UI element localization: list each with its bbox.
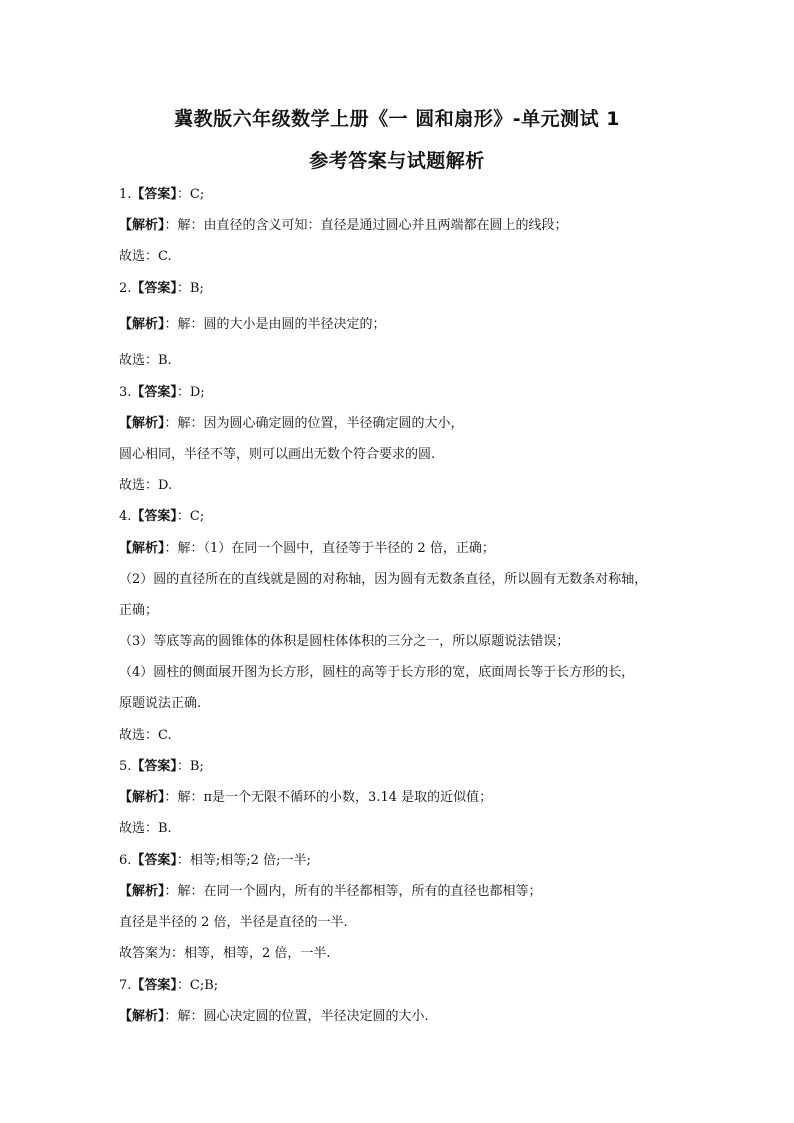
answer-line bbox=[119, 977, 218, 995]
text-line bbox=[119, 633, 569, 651]
question-number: 5. bbox=[119, 759, 132, 774]
question-number: 1. bbox=[119, 187, 132, 202]
line-text: ：解：（1）在同一个圆中，直径等于半径的 2 倍，正确； bbox=[164, 541, 495, 556]
line-text: （3）等底等高的圆锥体的体积是圆柱体体积的三分之一，所以原题说法错误； bbox=[119, 634, 570, 649]
answer-tag: 【答案】 bbox=[131, 281, 177, 296]
line-text: ：解：因为圆心确定圆的位置，半径确定圆的大小， bbox=[164, 416, 464, 431]
text-line bbox=[119, 248, 172, 266]
line-text: 故选：B. bbox=[119, 353, 172, 368]
line-text: 原题说法正确. bbox=[119, 696, 202, 711]
line-text: 圆心相同，半径不等，则可以画出无数个符合要求的圆. bbox=[119, 447, 436, 462]
text-line bbox=[119, 695, 201, 713]
text-line bbox=[119, 727, 172, 745]
line-text: 故答案为：相等，相等，2 倍，一半. bbox=[119, 946, 331, 961]
answer-line bbox=[119, 852, 311, 870]
question-number: 2. bbox=[119, 281, 132, 296]
question-number: 6. bbox=[119, 853, 132, 868]
analysis-tag: 【解析】 bbox=[119, 884, 165, 899]
analysis-line bbox=[119, 217, 568, 235]
answer-tag: 【答案】 bbox=[131, 187, 177, 202]
answer-line bbox=[119, 758, 204, 776]
line-text: 正确； bbox=[119, 603, 159, 618]
line-text: ：解：圆的大小是由圆的半径决定的； bbox=[164, 317, 386, 332]
line-text: 故选：C. bbox=[119, 249, 172, 264]
text-line bbox=[119, 352, 172, 370]
text-line bbox=[119, 945, 331, 963]
answer-tag: 【答案】 bbox=[131, 509, 177, 524]
analysis-tag: 【解析】 bbox=[119, 790, 165, 805]
answer-line bbox=[119, 280, 204, 298]
document-subtitle: 参考答案与试题解析 bbox=[309, 150, 485, 172]
line-text: 故选：D. bbox=[119, 478, 173, 493]
line-text: ：B; bbox=[176, 759, 204, 774]
line-text: 直径是半径的 2 倍，半径是直径的一半. bbox=[119, 915, 348, 930]
analysis-tag: 【解析】 bbox=[119, 317, 165, 332]
analysis-line bbox=[119, 316, 386, 334]
text-line bbox=[119, 477, 172, 495]
line-text: ：B; bbox=[176, 281, 204, 296]
answer-tag: 【答案】 bbox=[131, 853, 177, 868]
line-text: （2）圆的直径所在的直线就是圆的对称轴，因为圆有无数条直径，所以圆有无数条对称轴， bbox=[119, 572, 648, 587]
text-line bbox=[119, 446, 435, 464]
analysis-tag: 【解析】 bbox=[119, 541, 165, 556]
line-text: ：D; bbox=[176, 385, 205, 400]
document-title: 冀教版六年级数学上册《一 圆和扇形》-单元测试 1 bbox=[174, 108, 620, 130]
answer-line bbox=[119, 384, 205, 402]
line-text: ：解：π是一个无限不循环的小数，3.14 是取的近似值； bbox=[164, 790, 493, 805]
text-line bbox=[119, 914, 348, 932]
answer-tag: 【答案】 bbox=[131, 385, 177, 400]
text-line bbox=[119, 602, 158, 620]
line-text: ：解：圆心决定圆的位置，半径决定圆的大小. bbox=[164, 1009, 429, 1024]
analysis-line bbox=[119, 540, 495, 558]
line-text: ：相等;相等;2 倍;一半; bbox=[176, 853, 311, 868]
answer-line bbox=[119, 508, 204, 526]
text-line bbox=[119, 664, 634, 682]
question-number: 7. bbox=[119, 978, 132, 993]
analysis-line bbox=[119, 883, 542, 901]
analysis-tag: 【解析】 bbox=[119, 416, 165, 431]
analysis-tag: 【解析】 bbox=[119, 1009, 165, 1024]
analysis-line bbox=[119, 415, 464, 433]
question-number: 3. bbox=[119, 385, 132, 400]
line-text: 故选：B. bbox=[119, 821, 172, 836]
line-text: ：C; bbox=[176, 187, 205, 202]
line-text: ：C;B; bbox=[176, 978, 219, 993]
answer-tag: 【答案】 bbox=[131, 759, 177, 774]
line-text: ：解：在同一个圆内，所有的半径都相等，所有的直径也都相等； bbox=[164, 884, 542, 899]
question-number: 4. bbox=[119, 509, 132, 524]
answer-line bbox=[119, 186, 204, 204]
line-text: （4）圆柱的侧面展开图为长方形，圆柱的高等于长方形的宽，底面周长等于长方形的长， bbox=[119, 665, 635, 680]
answer-tag: 【答案】 bbox=[131, 978, 177, 993]
line-text: ：C; bbox=[176, 509, 205, 524]
line-text: ：解：由直径的含义可知：直径是通过圆心并且两端都在圆上的线段； bbox=[164, 218, 568, 233]
analysis-line bbox=[119, 1008, 429, 1026]
line-text: 故选：C. bbox=[119, 728, 172, 743]
analysis-line bbox=[119, 789, 492, 807]
analysis-tag: 【解析】 bbox=[119, 218, 165, 233]
text-line bbox=[119, 820, 172, 838]
text-line bbox=[119, 571, 647, 589]
